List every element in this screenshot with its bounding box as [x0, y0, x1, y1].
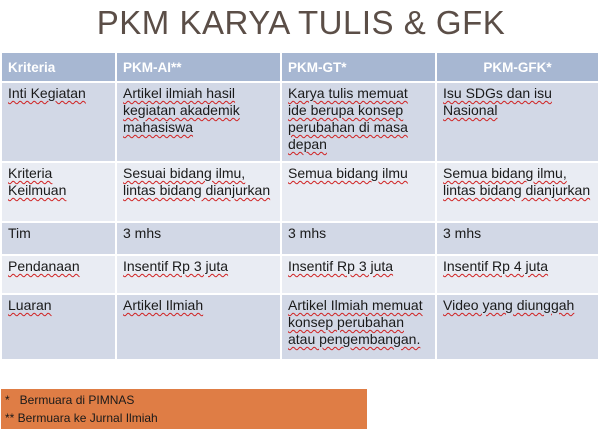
cell-pkm-gfk: Isu SDGs dan isu Nasional: [436, 82, 599, 162]
table-row: [2, 82, 599, 162]
row-label: Inti Kegiatan: [2, 82, 116, 162]
cell-pkm-gt: Artikel Ilmiah memuat konsep perubahan atau pengembangan.: [281, 294, 436, 360]
header-pkm-gfk: PKM-GFK*: [436, 53, 599, 82]
cell-pkm-gfk: 3 mhs: [436, 222, 599, 255]
row-label: Luaran: [2, 294, 116, 360]
slide-title: PKM KARYA TULIS & GFK: [96, 4, 506, 41]
footnote-jurnal: ** Bermuara ke Jurnal Ilmiah: [5, 411, 158, 425]
cell-pkm-ai: 3 mhs: [116, 222, 281, 255]
table-header-row: [2, 53, 599, 82]
header-pkm-ai: PKM-AI**: [116, 53, 281, 82]
criteria-table: [2, 53, 600, 361]
cell-pkm-gt: Insentif Rp 3 juta: [281, 255, 436, 294]
row-label: Pendanaan: [2, 255, 116, 294]
footnote-pimnas: * Bermuara di PIMNAS: [5, 393, 135, 407]
cell-pkm-gfk: Video yang diunggah: [436, 294, 599, 360]
row-label: Kriteria Keilmuan: [2, 162, 116, 222]
cell-pkm-ai: Artikel ilmiah hasil kegiatan akademik mahasiswa: [116, 82, 281, 162]
table-row: [2, 255, 599, 294]
row-label: Tim: [2, 222, 116, 255]
cell-pkm-ai: Artikel Ilmiah: [116, 294, 281, 360]
table-row: [2, 162, 599, 222]
cell-pkm-gt: 3 mhs: [281, 222, 436, 255]
cell-pkm-ai: Sesuai bidang ilmu, lintas bidang dianjurkan: [116, 162, 281, 222]
cell-pkm-gt: Karya tulis memuat ide berupa konsep perubahan di masa depan: [281, 82, 436, 162]
table-row: [2, 294, 599, 360]
header-kriteria: Kriteria: [2, 53, 116, 82]
cell-pkm-gt: Semua bidang ilmu: [281, 162, 436, 222]
footnote-box: [1, 389, 367, 429]
cell-pkm-gfk: Insentif Rp 4 juta: [436, 255, 599, 294]
cell-pkm-ai: Insentif Rp 3 juta: [116, 255, 281, 294]
header-pkm-gt: PKM-GT*: [281, 53, 436, 82]
table-row: [2, 222, 599, 255]
cell-pkm-gfk: Semua bidang ilmu, lintas bidang dianjurkan: [436, 162, 599, 222]
